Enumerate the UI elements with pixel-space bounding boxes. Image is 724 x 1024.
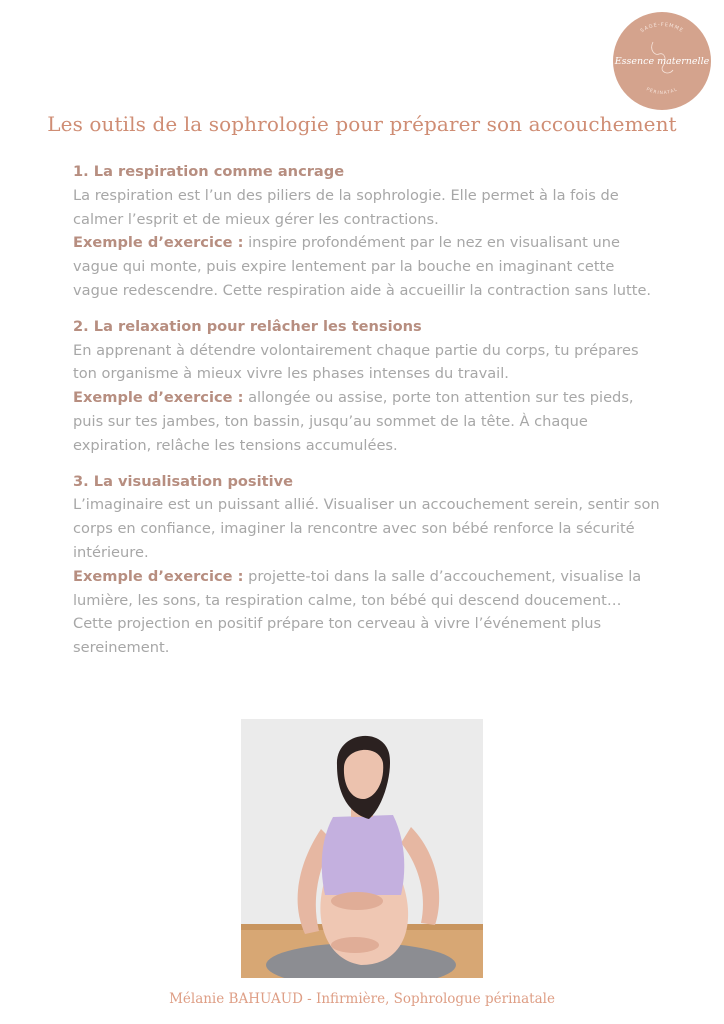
- section-visualisation: [73, 470, 663, 660]
- example-label: Exemple d’exercice :: [73, 234, 244, 252]
- logo-graphic: [613, 12, 711, 110]
- logo-arc-bottom: PÉRINATAL: [645, 87, 679, 97]
- example-text: projette-toi dans la salle d’accouchement, visualise la lumière, les sons, ta respiration calme, ton bébé qui descend doucement… Cette projection en positif prépare ton cerveau à vivre l’événement plus sereinement.: [73, 567, 642, 657]
- example-text: inspire profondément par le nez en visualisant une vague qui monte, puis expire lentement par la bouche en imaginant cette vague redescendre. Cette respiration aide à accueillir la contraction sans lutte.: [73, 234, 652, 299]
- section-body: La respiration est l’un des piliers de la sophrologie. Elle permet à la fois de calmer l’esprit et de mieux gérer les contractions.: [73, 186, 619, 228]
- example-text: allongée ou assise, porte ton attention sur tes pieds, puis sur tes jambes, ton bassin, jusqu’au sommet de la tête. À chaque expiration, relâche les tensions accumulées.: [73, 389, 634, 454]
- example-label: Exemple d’exercice :: [73, 389, 244, 407]
- brand-logo: [613, 12, 711, 110]
- page-title: Les outils de la sophrologie pour préparer son accouchement: [47, 112, 677, 136]
- svg-text:SAGE-FEMME: [639, 22, 684, 34]
- section-heading: 3. La visualisation positive: [73, 472, 294, 490]
- section-heading: 2. La relaxation pour relâcher les tensions: [73, 317, 422, 335]
- logo-script: Essence maternelle: [614, 56, 710, 67]
- main-content: [73, 160, 663, 672]
- example-label: Exemple d’exercice :: [73, 567, 244, 585]
- pregnant-woman-photo: [241, 719, 483, 978]
- section-body: En apprenant à détendre volontairement chaque partie du corps, tu prépares ton organisme à mieux vivre les phases intenses du travail.: [73, 341, 639, 383]
- section-body: L’imaginaire est un puissant allié. Visualiser un accouchement serein, sentir son corps en confiance, imaginer la rencontre avec son bébé renforce la sécurité intérieure.: [73, 496, 660, 561]
- section-relaxation: [73, 315, 663, 458]
- footer-signature: Mélanie BAHUAUD - Infirmière, Sophrologue périnatale: [169, 991, 555, 1007]
- section-respiration: [73, 160, 663, 303]
- logo-arc-top: SAGE-FEMME: [639, 21, 685, 35]
- svg-text:PÉRINATAL: [645, 86, 679, 96]
- section-heading: 1. La respiration comme ancrage: [73, 163, 345, 180]
